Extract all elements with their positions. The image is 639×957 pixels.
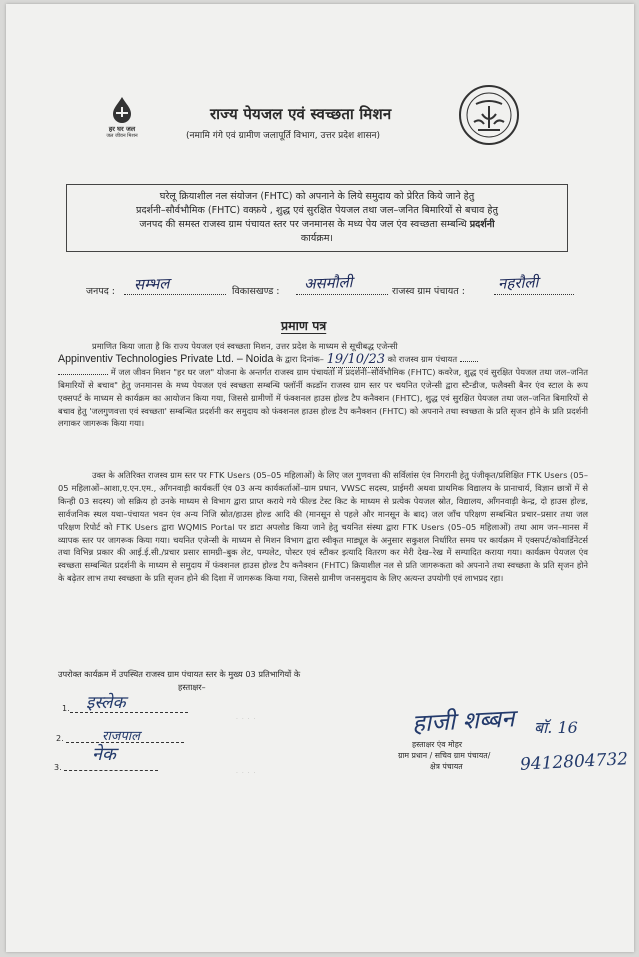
- certificate-page: [6, 4, 634, 952]
- box-line-3: जनपद की समस्त राजस्व ग्राम पंचायत स्तर पर जनमानस के मध्य पेय जल एंव स्वच्छता सम्बन्धि प्रदर्शनी: [139, 219, 495, 230]
- panchayat-line: [494, 294, 574, 295]
- logo-text-1: हर घर जल: [108, 125, 136, 133]
- p1-start: प्रमाणित किया जाता है कि राज्य पेयजल एवं स्वच्छता मिशन, उत्तर प्रदेश के माध्यम से सूचीबद्ध एजेन्सी: [92, 341, 398, 351]
- water-drop-icon: [109, 96, 135, 124]
- signatory-roles: [398, 739, 490, 772]
- role-pradhan: ग्राम प्रधान / सचिव ग्राम पंचायत/: [398, 751, 491, 760]
- logo-text-2: जल जीवन मिशन: [106, 133, 138, 139]
- p1-rest: में जल जीवन मिशन "हर घर जल" योजना के अन्तर्गत राजस्व ग्राम पंचायतों में प्रदर्शनी–सौर्वभौमिक (FHTC) कवरेज, शुद्ध एवं सुरक्षित पेयजल तथा जल–जनित बिमारियों से बचाव" हेतु जनमानस के मध्य पेयजल एवं स्वच्छता सम्बन्धि फ्लॉर्नी कव्र्डाॅन राजस्व ग्राम स्तर पर चयनित एजेन्सी द्वारा स्टैन्डीज, फलैक्सी बैनर एंव स्टाल के रूप एक्सपर्ट के माध्यम से कार्यक्रम का आयोजन किया गया, जिससे ग्रामीणों में फंक्शनल हाउस होल्ड टैप कनैक्शन (FHTC), शुद्ध एवं सुरक्षित पेयजल तथा जल–जनित बिमारियों से बचाव हेतु 'जलगुणवत्ता एवं स्वच्छता' सम्बन्धित प्रदर्शनी कर समुदाय को फंक्शनल हाउस होल्ड टैप कनैक्शन (FHTC) को अपनाने तथा स्वच्छता के प्रति सृजन होने के प्रति प्रदर्शनी लगाकर जागरूक किया गया।: [58, 366, 589, 429]
- date-suffix: को राजस्व ग्राम पंचायत: [387, 353, 458, 364]
- signatures-intro-2: हस्ताक्षर–: [178, 682, 206, 692]
- certificate-title: प्रमाण पत्र: [281, 318, 327, 333]
- emblem-icon: [458, 84, 520, 146]
- sig-number-1: 1.: [62, 704, 70, 713]
- pradhan-signature: हाजी शब्बन: [411, 704, 516, 738]
- box-line-1: घरेलू क्रियाशील नल संयोजन (FHTC) को अपनाने के लिये समुदाय को प्रेरित किये जाने हेतु: [159, 191, 475, 202]
- pradhan-phone: 9412804732: [519, 749, 629, 775]
- participant-signature-2: राजपाल: [102, 729, 140, 744]
- block-value: असमौली: [303, 273, 353, 293]
- agency-name: Appinventiv Technologies Private Ltd. – Noida: [58, 352, 274, 365]
- role-kshetra: क्षेत्र पंचायत: [430, 762, 463, 771]
- faint-mark-2: · · · ·: [236, 770, 257, 777]
- p2-pre: उक्त के अतिरिक्त राजस्व ग्राम स्तर पर FTK: [92, 470, 228, 480]
- participant-signature-3: नेक: [92, 744, 116, 765]
- district-value: सम्भल: [133, 274, 170, 294]
- sig-number-2: 2.: [56, 734, 64, 743]
- paragraph-1: [58, 340, 588, 430]
- panchayat-label: राजस्व ग्राम पंचायत :: [392, 286, 465, 297]
- signatures-intro: उपरोक्त कार्यक्रम में उपस्थित राजस्व ग्राम पंचायत स्तर के मुख्य 03 प्रतिभागियों के: [58, 669, 301, 679]
- program-date: 19/10/23: [326, 351, 385, 367]
- jjm-logo: [98, 96, 146, 139]
- role-sign-seal: हस्ताक्षर एंव मोहर: [412, 740, 463, 749]
- block-label: विकासखण्ड :: [232, 286, 280, 297]
- paragraph-2: [58, 469, 588, 585]
- faint-mark-1: · · · ·: [236, 716, 257, 723]
- mission-title: राज्य पेयजल एवं स्वच्छता मिशन: [210, 105, 392, 123]
- participant-signature-1: इस्लेक: [86, 693, 126, 713]
- mission-subtitle: (नमामि गंगे एवं ग्रामीण जलापूर्ति विभाग, उत्तर प्रदेश शासन): [186, 131, 381, 141]
- date-prefix: के द्वारा दिनांक–: [276, 353, 324, 364]
- box-line-4: कार्यक्रम।: [300, 233, 334, 244]
- panchayat-value: नहरौली: [497, 273, 539, 293]
- location-fields: [86, 273, 586, 300]
- up-government-emblem: [458, 84, 520, 150]
- sig-number-3: 3.: [54, 763, 62, 772]
- box-line-2: प्रदर्शनी–सौर्वभौमिक (FHTC) वक्फ़ये , शुद्ध एवं सुरक्षित पेयजल तथा जल–जनित बिमारियों से बचाव हेतु: [136, 205, 498, 216]
- sig-line-3: [64, 770, 158, 771]
- p2-latin: Users (05–05: [227, 470, 282, 480]
- programme-box: [66, 184, 568, 252]
- block-line: [296, 294, 388, 295]
- district-label: जनपद :: [86, 286, 115, 297]
- p2-rest: महिलाओं) के लिए जल गुणवत्ता की सर्विलांस एंव निगरानी हेतु पंजीकृत/प्रशिक्षित FTK Users (05–05 महिलाओं–आशा,ए.एन.एम., आँगनवाड़ी कार्यकर्ती एंव 03 अन्य कार्यकर्ताओं–ग्राम प्रधान, VWSC सदस्य, प्राईमरी अथवा प्राथमिक विद्यालय के प्रानाचार्य, विज्ञान छात्रों में से किन्ही 03 सदस्य) जो सक्रिय हो उनके माध्यम से विभाग द्वारा प्राप्त कराये गये फील्ड टेस्ट किट के माध्यम से प्रत्येक पेयजल स्रोत, विद्यालय, आँगनवाड़ी केन्द्र, दो हाउस होल्ड, सार्वजनिक स्थल यथा–पंचायत भवन एंव अन्य निजि स्रोत/हाउस होल्ड आदि की (मानसून से पहले और मानसून के बाद) जल जाँच परिक्षण सम्बन्धित प्रचार–प्रसार तथा जल परिक्षण रिपोर्ट को FTK Users द्वारा WQMIS Portal पर डाटा अपलोड किया जाने हेतु चयनित संस्था द्वारा FTK Users (05–05 महिलाओं) तथा आम जन–मानस में व्यापक स्तर पर जागरूक किया गया। चयनित एजेन्सी के माध्यम से मिशन विभाग द्वारा स्वीकृत माड्यूल के अनुसार सकुशल निर्धारित समय पर कार्यक्रम में एक्सपर्ट/कोवार्डिनेटर्स तथा विभिन्न प्रकार की आई.ई.सी./प्रचार प्रसार सामग्री–बुक लेट, पम्पलेट, पोस्टर एवं स्टीकर इत्यादि वितरण कर मेरी देख–रेख में सम्पादित कराया गया। कार्यक्रम पेयजल एंव स्वच्छता सम्बन्धित प्रदर्शनी के माध्यम से समुदाय में फंक्शनल हाउस होल्ड टैप कनैक्शन (FHTC) क्रियाशील नल से प्रति जागरूकता को अपनाने तथा स्वच्छता के प्रति सृजन होने के बढ़ेतर लाभ तथा स्वच्छता के प्रति सृजन होने की दिशा में जागरूक किया गया, जिससे ग्रामीण जनसमुदाय के लिए अत्यन्त उपयोगी एवं लाभप्रद रहा।: [58, 470, 588, 584]
- pradhan-ward-number: बाॅ. 16: [534, 718, 578, 737]
